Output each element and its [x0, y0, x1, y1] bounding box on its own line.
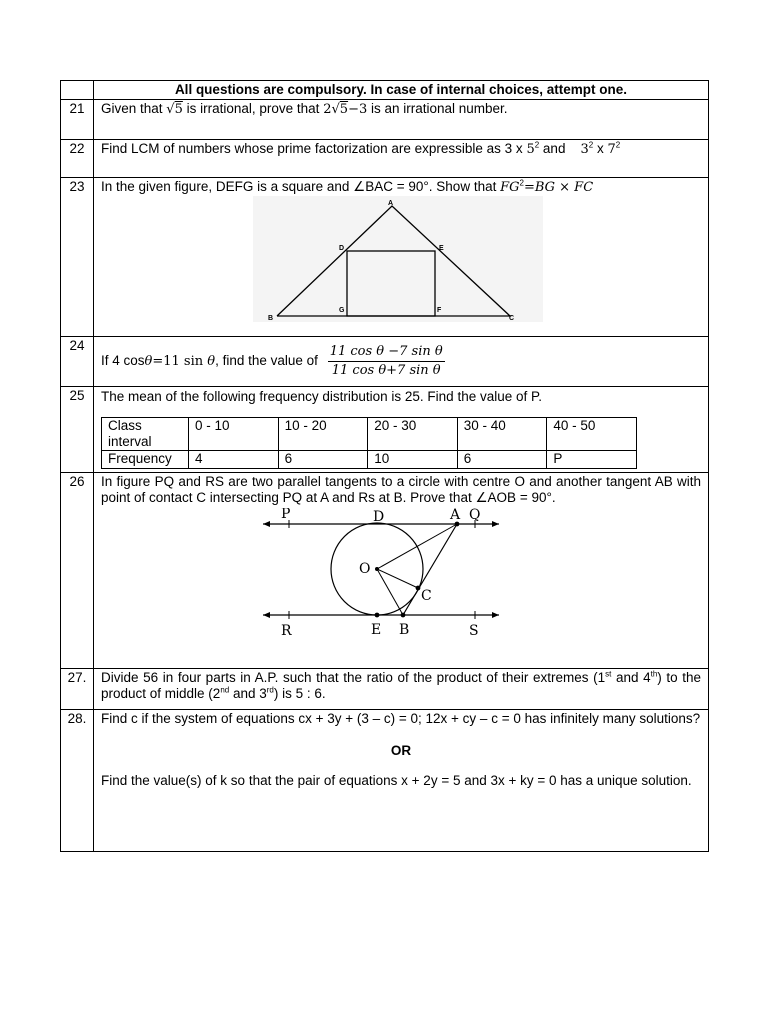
label-A: A [388, 200, 394, 207]
label-E: E [371, 622, 382, 638]
question-23: In the given figure, DEFG is a square and ∠BAC = 90°. Show that $FG^2=BG$ × FC A D E G F B C [94, 178, 709, 337]
label-A: A [450, 508, 461, 523]
label-C: C [509, 315, 515, 322]
question-28: Find c if the system of equations cx + 3y + (3 – c) = 0; 12x + cy – c = 0 has infinitely many solutions? OR Find the value(s) of k so that the pair of equations x + 2y = 5 and 3x + ky = 0 has a unique solution. [94, 710, 709, 852]
triangle-square-figure [253, 196, 543, 322]
label-E: E [439, 245, 444, 252]
label-S: S [469, 623, 479, 639]
label-B: B [399, 622, 410, 638]
frequency-cell: 6 [457, 451, 547, 469]
frequency-cell: 10 [368, 451, 458, 469]
question-number: 23 [61, 178, 94, 337]
question-25: The mean of the following frequency distribution is 25. Find the value of P. Class interval 0 - 10 10 - 20 20 - 30 30 - 40 40 - 50 Frequency 4 6 10 6 P [94, 387, 709, 473]
question-number: 21 [61, 100, 94, 140]
frequency-cell: 4 [189, 451, 279, 469]
question-number: 25 [61, 387, 94, 473]
label-O: O [359, 561, 371, 577]
question-21: Given that √5 is irrational, prove that 2√5−3 is an irrational number. [94, 100, 709, 140]
class-cell: 10 - 20 [278, 418, 368, 451]
question-27: Divide 56 in four parts in A.P. such that the ratio of the product of their extremes (1st and 4th) to the product of middle (2nd and 3rd) is 5 : 6. [94, 669, 709, 710]
question-number: 28. [61, 710, 94, 852]
fraction: $\frac{\text{11 cos θ −7 sin θ}}{\text{11 cos θ+7 sin θ}}$ [329, 344, 443, 378]
class-cell: 0 - 10 [189, 418, 279, 451]
header-number-cell [61, 81, 94, 100]
frequency-cell: P [547, 451, 637, 469]
label-C: C [421, 588, 432, 604]
instructions-header: All questions are compulsory. In case of internal choices, attempt one. [94, 81, 709, 100]
question-number: 24 [61, 337, 94, 387]
class-interval-header: Class interval [102, 418, 189, 451]
label-B: B [268, 315, 274, 322]
label-F: F [437, 307, 442, 314]
label-Q: Q [469, 508, 481, 523]
label-D: D [373, 509, 385, 525]
label-P: P [281, 508, 291, 522]
question-22: Find LCM of numbers whose prime factorization are expressible as 3 x $5^2$ and $3^2$ x $7^2$ [94, 140, 709, 178]
question-24: If 4 cosθ=11 sin θ, find the value of $\frac{\text{11 cos θ −7 sin θ}}{\text{11 cos θ+7 sin θ}}$ [94, 337, 709, 387]
frequency-table [101, 417, 637, 469]
class-cell: 40 - 50 [547, 418, 637, 451]
label-G: G [339, 307, 345, 314]
question-number: 27. [61, 669, 94, 710]
label-R: R [281, 623, 292, 639]
question-26: In figure PQ and RS are two parallel tangents to a circle with centre O and another tangent AB with point of contact C intersecting PQ at A and Rs at B. Prove that ∠AOB = 90°. P D A Q O C R E B S [94, 473, 709, 669]
frequency-cell: 6 [278, 451, 368, 469]
class-cell: 20 - 30 [368, 418, 458, 451]
class-cell: 30 - 40 [457, 418, 547, 451]
label-D: D [339, 245, 345, 252]
question-number: 26 [61, 473, 94, 669]
question-number: 22 [61, 140, 94, 178]
frequency-header: Frequency [102, 451, 189, 469]
questions-table [60, 80, 709, 852]
tangents-circle-figure [261, 508, 511, 640]
or-separator: OR [390, 743, 412, 758]
